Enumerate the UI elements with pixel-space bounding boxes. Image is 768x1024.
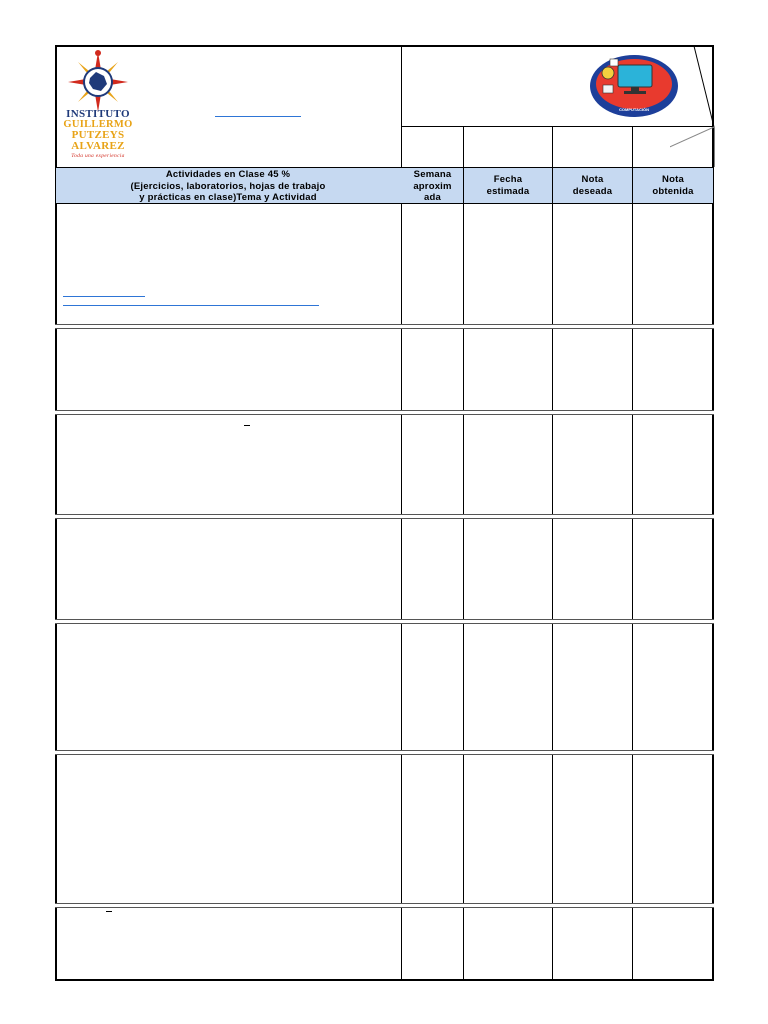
school-name-line2: GUILLERMO <box>63 119 133 130</box>
header-obtained-line1: Nota <box>662 174 684 185</box>
header-week-line2: aproxim <box>413 180 452 192</box>
header-diagonal-decoration <box>670 45 730 175</box>
header-date-line2: estimada <box>486 185 530 197</box>
row7-dash-mark <box>106 911 112 912</box>
header-activities-line1: Actividades en Clase 45 % <box>165 169 291 180</box>
school-logo <box>62 48 134 166</box>
computer-badge <box>588 53 680 119</box>
row1-link-underline-long <box>63 305 319 306</box>
header-week-line1: Semana <box>413 169 452 180</box>
column-header-top <box>55 167 714 168</box>
header-activities-line2: (Ejercicios, laboratorios, hojas de trabajo <box>130 180 326 192</box>
col-sep-desired-obtained <box>632 126 633 981</box>
row-separator-6 <box>55 903 714 908</box>
school-name-line4: ALVAREZ <box>71 140 125 152</box>
row-separator-2 <box>55 410 714 415</box>
header-week <box>402 169 463 204</box>
row-separator-5 <box>55 750 714 755</box>
badge-caption: COMPUTACIÓN <box>619 107 649 112</box>
school-motto: Toda una experiencia <box>71 153 125 159</box>
header-obtained-line2: obtenida <box>652 185 694 197</box>
header-desired-line1: Nota <box>581 174 604 185</box>
header-desired-line2: deseada <box>572 185 613 197</box>
row1-link-underline-short <box>63 296 145 297</box>
row-separator-4 <box>55 619 714 624</box>
header-sub-line <box>401 126 714 127</box>
row3-dash-mark <box>244 425 250 426</box>
header-desired-grade <box>553 174 632 197</box>
compass-emblem-icon <box>62 48 134 112</box>
row-separator-1 <box>55 324 714 329</box>
header-link-underline <box>215 116 301 117</box>
header-activities-line3: y prácticas en clase)Tema y Actividad <box>139 192 317 203</box>
header-week-line3: ada <box>424 192 441 203</box>
col-sep-week-date <box>463 126 464 981</box>
header-activities <box>57 169 399 204</box>
school-name-line1: INSTITUTO <box>66 108 130 120</box>
header-date <box>464 174 552 197</box>
row-separator-3 <box>55 514 714 519</box>
header-date-line1: Fecha <box>493 174 523 185</box>
header-obtained-grade <box>633 174 713 197</box>
col-sep-date-desired <box>552 126 553 981</box>
school-name-line3: PUTZEYS <box>71 129 125 141</box>
